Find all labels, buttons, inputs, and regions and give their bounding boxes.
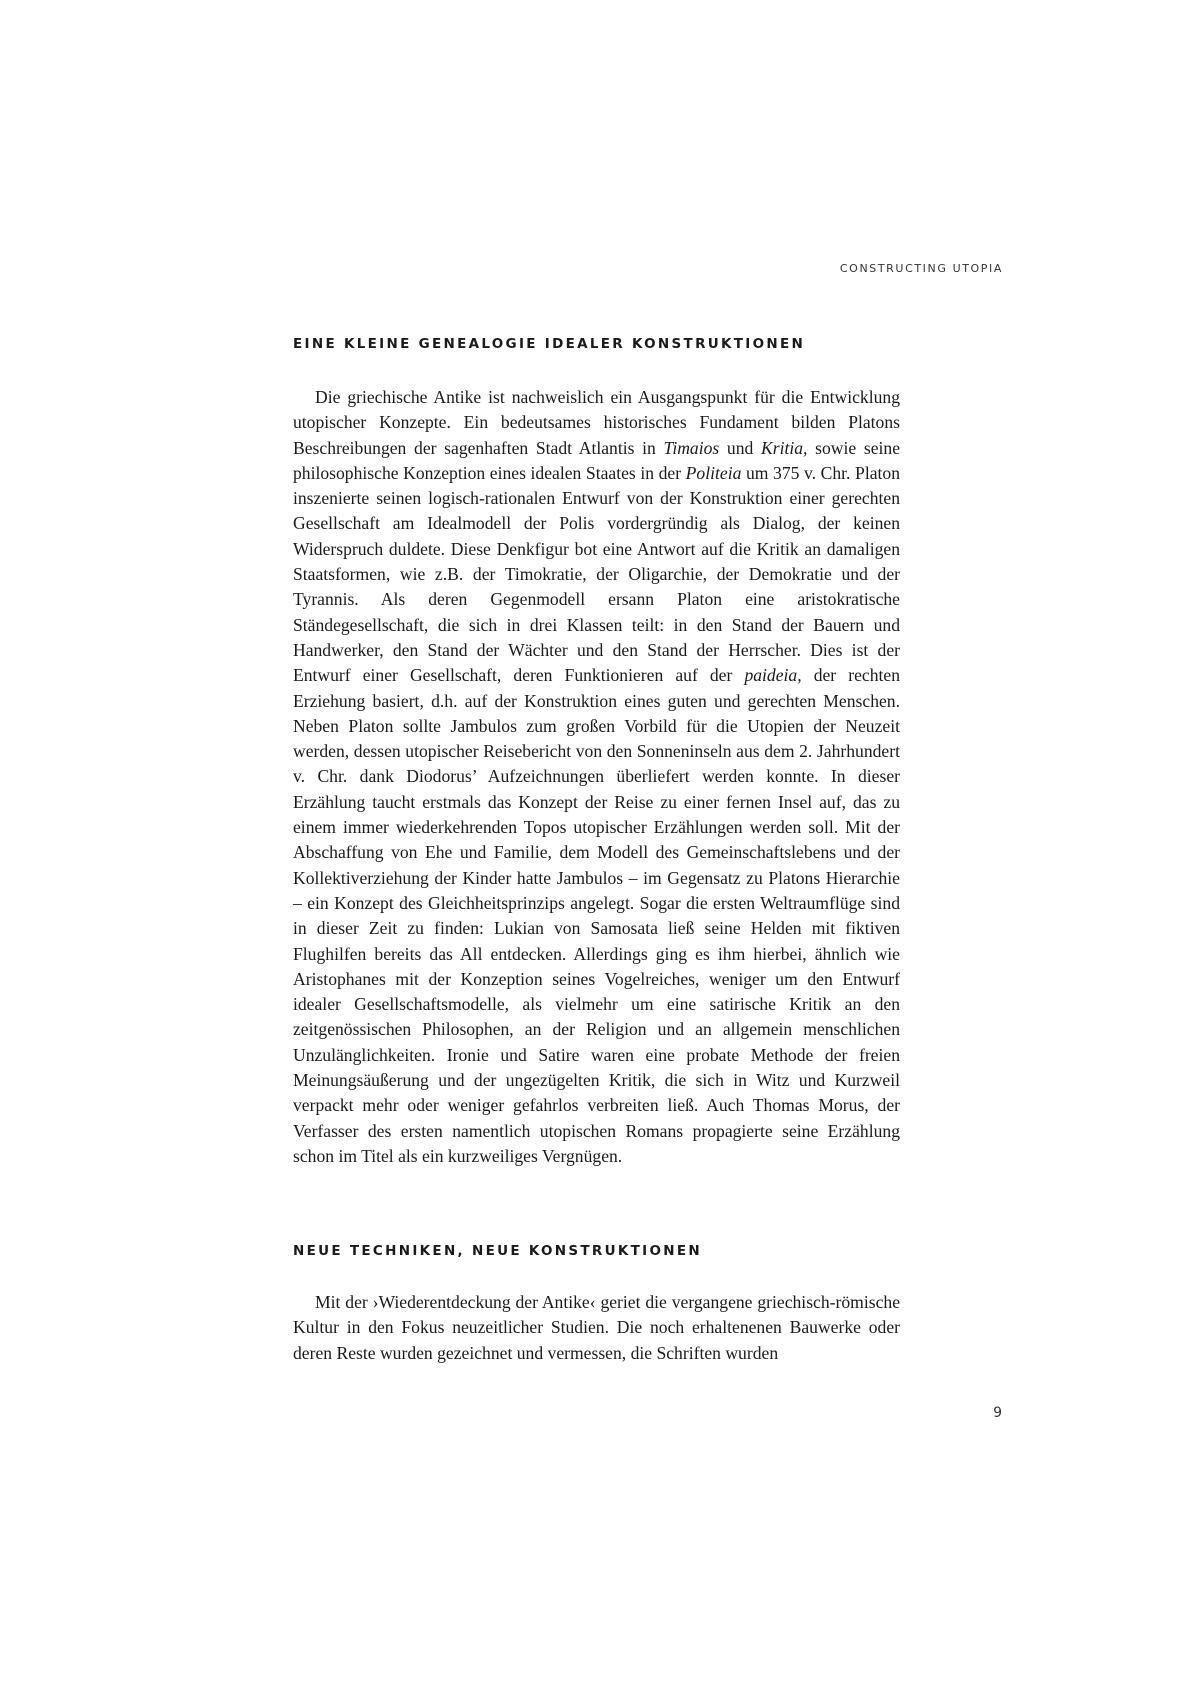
text-run: sowie seine philosophische Konzeption eines idealen Staates in der	[293, 437, 901, 483]
section-heading: NEUE TECHNIKEN, NEUE KONSTRUKTIONEN	[293, 1243, 702, 1259]
text-run: Die griechische Antike ist nachweislich ein Ausgangspunkt für die Entwicklung utopischer Konzepte. Ein bedeutsames historisches Fundament bilden Platons Beschreibungen der sagenhaften Stadt Atlantis in	[293, 387, 900, 458]
italic-title: Timaios	[663, 437, 720, 458]
text-run: um 375 v. Chr. Platon inszenierte seinen logisch-rationalen Entwurf von der Konstruktion einer gerechten Gesellschaft am Idealmodell der Polis vordergründig als Dialog, der keinen Widerspruch duldete. Diese Denkfigur bot eine Antwort auf die Kritik an damaligen Staatsformen, wie z.B. der Timokratie, der Oligarchie, der Demokratie und der Tyrannis. Als deren Gegenmodell ersann Platon eine aristokratische Ständegesellschaft, die sich in drei Klassen teilt: in den Stand der Bauern und Handwerker, den Stand der Wächter und den Stand der Herrscher. Dies ist der Entwurf einer Gesellschaft, deren Funktionieren auf der	[293, 462, 901, 686]
text-run: und	[719, 437, 761, 458]
italic-title: Politeia	[685, 462, 742, 483]
running-header: CONSTRUCTING UTOPIA	[839, 262, 1003, 275]
italic-title: paideia,	[744, 665, 802, 686]
italic-title: Kritia,	[761, 437, 808, 458]
text-run: der rechten Erziehung basiert, d.h. auf der Konstruktion eines guten und gerechten Menschen. Neben Platon sollte Jambulos zum großen Vorbild für die Utopien der Neuzeit werden, dessen utopischer Reisebericht von den Sonneninseln aus dem 2. Jahrhundert v. Chr. dank Diodorus’ Aufzeichnungen überliefert werden konnte. In dieser Erzählung taucht erstmals das Konzept der Reise zu einer fernen Insel auf, das zu einem immer wiederkehrenden Topos utopischer Erzählungen werden soll. Mit der Abschaffung von Ehe und Familie, dem Modell des Gemeinschaftslebens und der Kollektiverziehung der Kinder hatte Jambulos – im Gegensatz zu Platons Hierarchie – ein Konzept des Gleichheitsprinzips angelegt. Sogar die ersten Weltraumflüge sind in dieser Zeit zu finden: Lukian von Samosata ließ seine Helden mit fiktiven Flughilfen bereits das All entdecken. Allerdings ging es ihm hierbei, ähnlich wie Aristophanes mit der Konzeption seines Vogelreiches, weniger um den Entwurf idealer Gesellschaftsmodelle, als vielmehr um eine satirische Kritik an den zeitgenössischen Philosophen, an der Religion und an allgemein menschlichen Unzulänglichkeiten. Ironie und Satire waren eine probate Methode der freien Meinungsäußerung und der ungezügelten Kritik, die sich in Witz und Kurzweil verpackt mehr oder weniger gefahrlos verbreiten ließ. Auch Thomas Morus, der Verfasser des ersten namentlich utopischen Romans propagierte seine Erzählung schon im Titel als ein kurzweiliges Vergnügen.	[293, 665, 900, 1166]
text-run: Mit der ›Wiederentdeckung der Antike‹ geriet die vergangene griechisch-römische Kultur in den Fokus neuzeitlicher Studien. Die noch erhaltenenen Bauwerke oder deren Reste wurden gezeichnet und vermessen, die Schriften wurden	[293, 1292, 900, 1363]
body-paragraph	[293, 385, 900, 1169]
section-heading: EINE KLEINE GENEALOGIE IDEALER KONSTRUKTIONEN	[293, 336, 806, 352]
body-paragraph	[293, 1290, 900, 1366]
page-number: 9	[993, 1405, 1002, 1421]
section-genealogie	[293, 336, 900, 1169]
section-neue-techniken	[293, 1243, 900, 1366]
